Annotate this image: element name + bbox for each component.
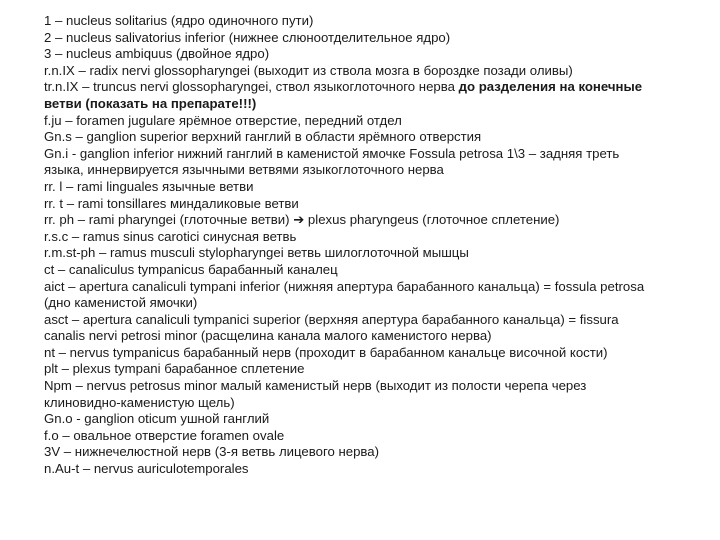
text-line-12: rr. t – rami tonsillares миндаликовые ветви [44,195,299,211]
text-line-25: Gn.o - ganglion oticum ушной ганглий [44,411,270,427]
text-line-6-bold: ветви (показать на препарате!!!) [44,95,257,111]
text-line-19: asct – apertura canaliculi tympanici superior (верхняя апертура барабанного канальца) = fissura [44,311,619,327]
text-line-2: 2 – nucleus salivatorius inferior (нижнее слюноотделительное ядро) [44,29,451,45]
text-line-8: Gn.s – ganglion superior верхний ганглий в области ярёмного отверстия [44,129,482,145]
text-line-16: ct – canaliculus tympanicus барабанный каналец [44,261,338,277]
text-line-26: f.o – овальное отверстие foramen ovale [44,427,285,443]
text-line-20: canalis nervi petrosi minor (расщелина канала малого каменистого нерва) [44,328,492,344]
text-line-3: 3 – nucleus ambiquus (двойное ядро) [44,46,270,62]
text-line-15: r.m.st-ph – ramus musculi stylopharyngei ветвь шилоглоточной мышцы [44,245,469,261]
text-line-17: aict – apertura canaliculi tympani inferior (нижняя апертура барабанного канальца) = fossula petrosa [44,278,645,294]
text-line-18: (дно каменистой ямочки) [44,295,198,311]
text-line-13-part-2: plexus pharyngeus (глоточное сплетение) [304,212,560,228]
text-line-11: rr. l – rami linguales язычные ветви [44,178,254,194]
text-line-9: Gn.i - ganglion inferior нижний ганглий в каменистой ямочке Fossula petrosa 1\3 – задняя треть [44,145,620,161]
text-line-22: plt – plexus tympani барабанное сплетение [44,361,305,377]
text-line-23: Npm – nervus petrosus minor малый каменистый нерв (выходит из полости черепа через [44,378,587,394]
text-line-28: n.Au-t – nervus auriculotemporales [44,461,249,477]
text-line-5 [44,79,714,96]
document-body [44,13,714,478]
text-line-13 [44,212,714,229]
text-line-10: языка, иннервируется язычными ветвями языкоглоточного нерва [44,162,444,178]
text-line-21: nt – nervus tympanicus барабанный нерв (проходит в барабанном канальце височной кости) [44,344,608,360]
text-line-14: r.s.c – ramus sinus carotici синусная ветвь [44,228,297,244]
text-line-7: f.ju – foramen jugulare ярёмное отверстие, передний отдел [44,112,402,128]
arrow-right-icon: ➔ [293,212,305,228]
text-line-13-part-1: rr. ph – rami pharyngei (глоточные ветви) [44,212,294,228]
text-line-24: клиновидно-каменистую щель) [44,394,235,410]
text-line-27: 3V – нижнечелюстной нерв (3-я ветвь лицевого нерва) [44,444,379,460]
text-line-1: 1 – nucleus solitarius (ядро одиночного пути) [44,13,314,28]
text-line-4: r.n.IX – radix nervi glossopharyngei (выходит из ствола мозга в бороздке позади оливы) [44,62,573,78]
text-line-5-bold: до разделения на конечные [458,79,643,95]
text-line-5-regular: tr.n.IX – truncus nervi glossopharyngei, ствол языкоглоточного нерва [44,79,459,95]
